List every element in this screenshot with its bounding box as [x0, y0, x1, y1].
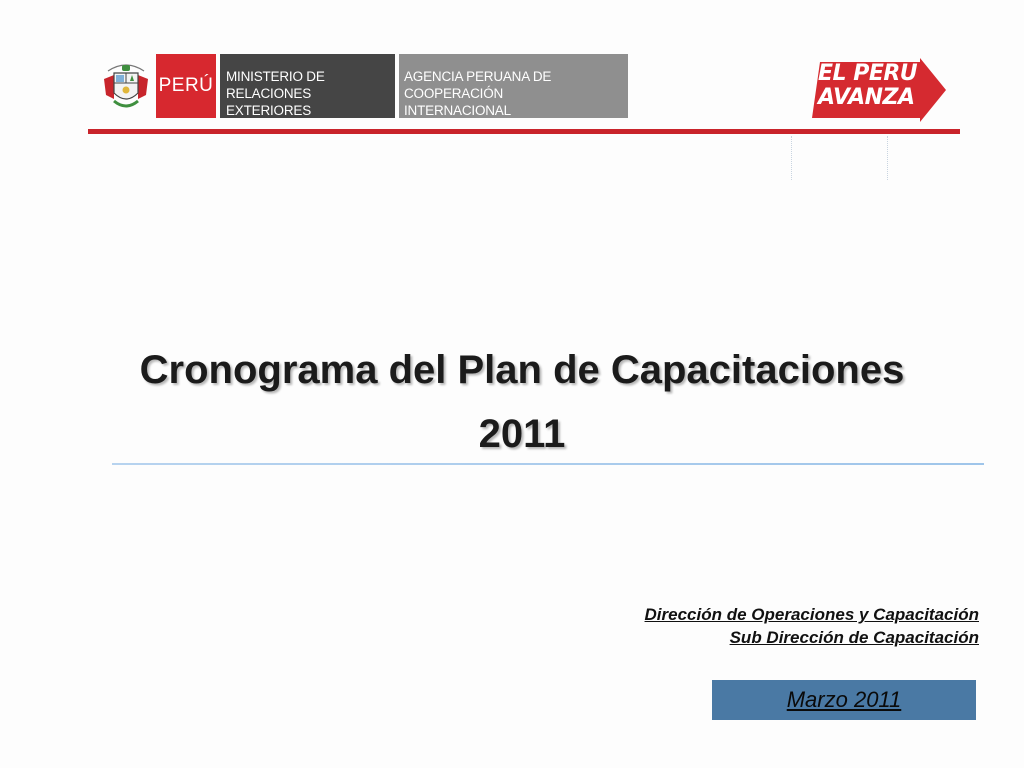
ministry-logo-box: [220, 54, 395, 118]
slogan-line-1: EL PERU: [818, 61, 918, 86]
slogan-text: [818, 62, 917, 110]
title-line-1: Cronograma del Plan de Capacitaciones: [139, 348, 905, 392]
slide-title: [40, 338, 1004, 466]
title-divider: [112, 463, 984, 465]
agency-line-2: INTERNACIONAL: [404, 103, 511, 118]
subtitle-line-1: Dirección de Operaciones y Capacitación: [644, 605, 979, 624]
ministry-line-2: EXTERIORES: [226, 103, 312, 118]
coat-of-arms-icon: [100, 57, 152, 117]
date-box: [712, 680, 976, 720]
agency-logo-box: [399, 54, 628, 118]
subtitle-block: [645, 603, 979, 649]
slogan-line-2: AVANZA: [818, 85, 915, 110]
agency-line-1: AGENCIA PERUANA DE COOPERACIÓN: [404, 69, 552, 101]
date-label: Marzo 2011: [786, 687, 902, 712]
guide-line: [887, 136, 888, 180]
title-line-2: 2011: [478, 412, 566, 456]
peru-logo-box: [156, 54, 216, 118]
subtitle-line-2: Sub Dirección de Capacitación: [729, 628, 979, 647]
guide-line: [791, 136, 792, 180]
peru-label: PERÚ: [158, 75, 214, 96]
ministry-line-1: MINISTERIO DE RELACIONES: [226, 69, 325, 101]
header-divider: [88, 129, 960, 134]
